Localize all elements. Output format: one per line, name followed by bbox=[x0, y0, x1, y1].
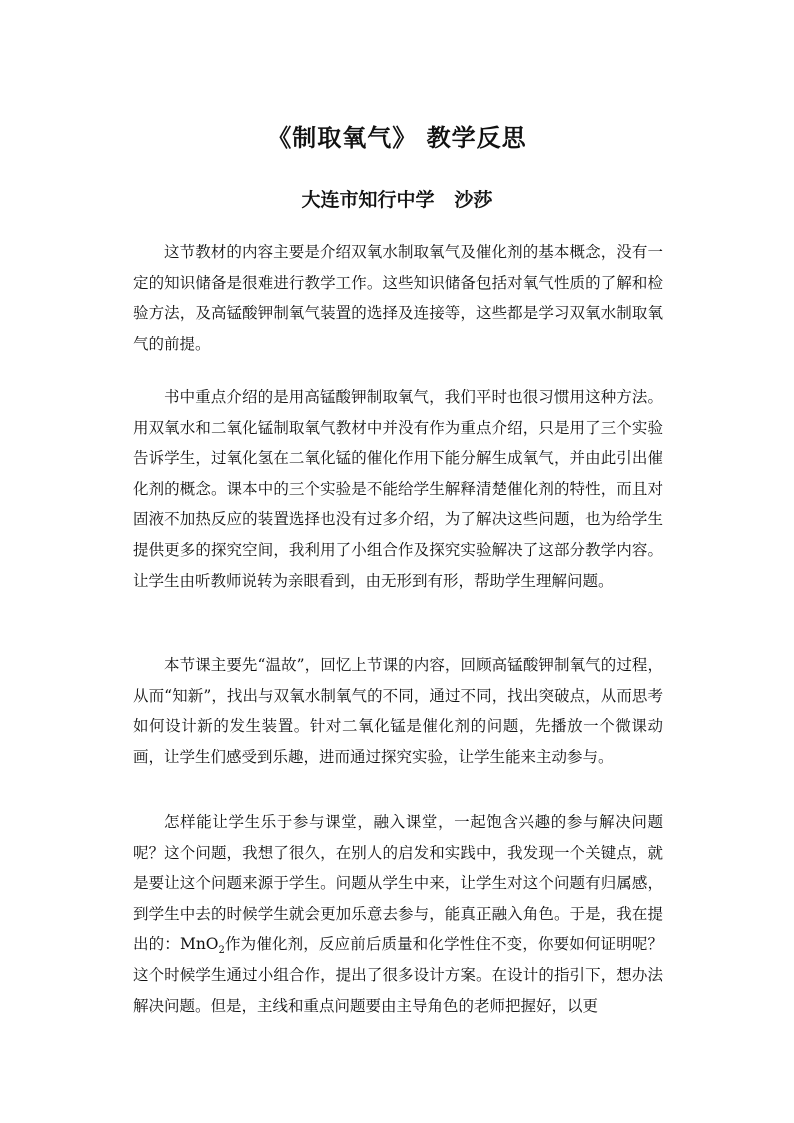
paragraph-text: 这节教材的内容主要是介绍双氧水制取氧气及催化剂的基本概念，没有一定的知识储备是很难进行教学工作。这些知识储备包括对氧气性质的了解和检验方法，及高锰酸钾制氧气装置的选择及连接等，这些都是学习双氧水制取氧气的前提。 bbox=[133, 243, 663, 353]
author-school: 大连市知行中学 bbox=[301, 189, 435, 211]
paragraph-3 bbox=[133, 650, 663, 772]
paragraph-text: 书中重点介绍的是用高锰酸钾制取氧气，我们平时也很习惯用这种方法。用双氧水和二氧化锰制取氧气教材中并没有作为重点介绍，只是用了三个实验告诉学生，过氧化氢在二氧化锰的催化作用下能分解生成氧气，并由此引出催化剂的概念。课本中的三个实验是不能给学生解释清楚催化剂的特性，而且对固液不加热反应的装置选择也没有过多介绍，为了解决这些问题，也为给学生提供更多的探究空间，我利用了小组合作及探究实验解决了这部分教学内容。让学生由听教师说转为亲眼看到，由无形到有形，帮助学生理解问题。 bbox=[133, 388, 663, 590]
paragraph-text bbox=[133, 807, 663, 1021]
paragraph-4-after-formula: 作为催化剂，反应前后质量和化学性住不变，你要如何证明呢？这个时候学生通过小组合作，提出了很多设计方案。在设计的指引下，想办法解决问题。但是，主线和重点问题要由主导角色的老师把握好，以更 bbox=[133, 935, 663, 1015]
document-title: 《制取氧气》 教学反思 bbox=[267, 123, 527, 152]
author-separator bbox=[435, 189, 455, 211]
author-line bbox=[0, 185, 794, 215]
chemical-formula bbox=[179, 935, 225, 957]
formula-main: MnO bbox=[179, 935, 219, 954]
paragraph-1 bbox=[133, 237, 663, 359]
formula-subscript: 2 bbox=[218, 945, 225, 957]
paragraph-4-before-formula: 怎样能让学生乐于参与课堂，融入课堂，一起饱含兴趣的参与解决问题呢？这个问题，我想了很久，在别人的启发和实践中，我发现一个关键点，就是要让这个问题来源于学生。问题从学生中来，让学生对这个问题有归属感，到学生中去的时候学生就会更加乐意去参与，能真正融入角色。于是，我在提出的： bbox=[133, 813, 663, 954]
paragraph-4 bbox=[133, 807, 663, 1021]
author-name: 沙莎 bbox=[454, 189, 493, 211]
paragraph-2 bbox=[133, 382, 663, 596]
paragraph-text: 本节课主要先“温故”，回忆上节课的内容，回顾高锰酸钾制氧气的过程，从而“知新”，找出与双氧水制氧气的不同，通过不同，找出突破点，从而思考如何设计新的发生装置。针对二氧化锰是催化剂的问题，先播放一个微课动画，让学生们感受到乐趣，进而通过探究实验，让学生能来主动参与。 bbox=[133, 656, 663, 766]
